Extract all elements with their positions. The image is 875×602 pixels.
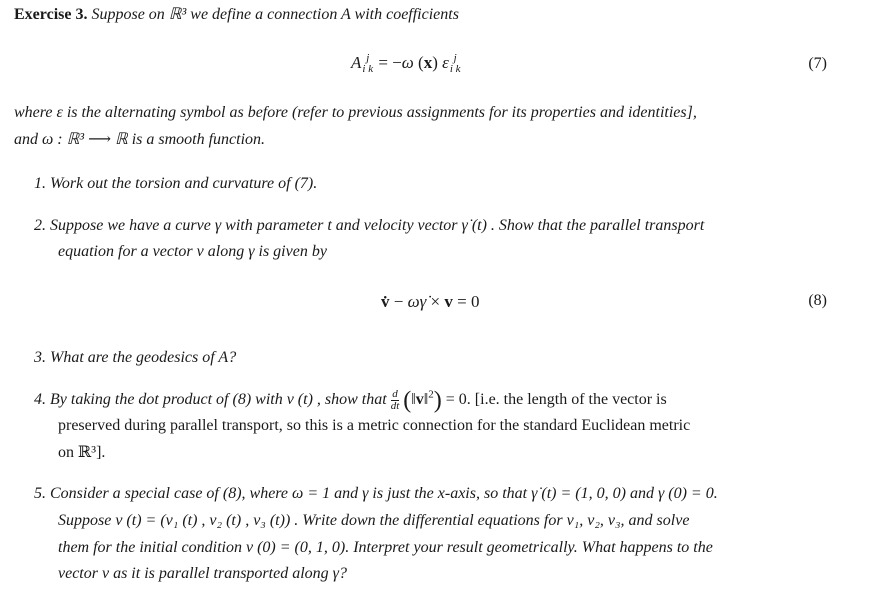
item-number: 2. — [34, 217, 46, 234]
list-item-5-line3: them for the initial condition v (0) = (0, 1, 0). Interpret your result geometrically. What happens to the — [58, 539, 713, 556]
equation-7-tag: (7) — [808, 55, 827, 72]
item-number: 3. — [34, 349, 46, 366]
equation-7: A j i k = −ω (x) ε j i k — [351, 52, 461, 76]
item-number: 4. — [34, 391, 46, 409]
list-item-3 — [34, 348, 236, 368]
equation-8: v̇ − ωγ̇ × v = 0 — [381, 292, 480, 311]
item-text-line1: By taking the dot product of (8) with v (t) , show that — [50, 391, 387, 409]
list-item-2-line2: equation for a vector v along γ is given by — [58, 243, 327, 260]
item-number: 5. — [34, 485, 46, 502]
list-item-4-line2: preserved during parallel transport, so this is a metric connection for the standard Euclidean metric — [58, 417, 691, 434]
list-item-5 — [34, 484, 718, 504]
list-item-4: 4. By taking the dot product of (8) with v (t) , show that $\frac{d}{dt}$ (‖v‖$^2$) = 0. [i.e. the length of the vector is — [34, 387, 667, 414]
item-text-line1: Consider a special case of (8), where ω = 1 and γ is just the x-axis, so that γ̇ (t) = (1, 0, 0) and γ (0) = 0. — [50, 485, 718, 502]
list-item-5-line4: vector v as it is parallel transported along γ? — [58, 565, 347, 582]
exercise-header — [14, 5, 459, 25]
list-item-4-line3: on ℝ³]. — [58, 444, 106, 461]
item-text-line1: Suppose we have a curve γ with parameter t and velocity vector γ̇ (t) . Show that the parallel transport — [50, 217, 705, 234]
item-number: 1. — [34, 175, 46, 192]
equation-8-tag: (8) — [808, 292, 827, 309]
and-omega-line: and ω : ℝ³ ⟶ ℝ is a smooth function. — [14, 131, 266, 148]
derivative-fraction: $\frac{d}{dt}$ — [390, 388, 400, 412]
item-text: Work out the torsion and curvature of (7). — [50, 175, 318, 192]
item-text-line1-tail: = 0. [i.e. the length of the vector is — [445, 391, 667, 409]
exercise-intro: Suppose on ℝ³ we define a connection A with coefficients — [91, 6, 459, 23]
list-item-2 — [34, 216, 704, 236]
list-item-1 — [34, 174, 317, 194]
exercise-label: Exercise 3. — [14, 6, 88, 23]
list-item-5-line2: Suppose v (t) = (v₁ (t) , v₂ (t) , v₃ (t)) . Write down the differential equations for v₁, v₂, v₃, and solve — [58, 512, 690, 529]
item-text: What are the geodesics of A? — [50, 349, 237, 366]
where-line: where ε is the alternating symbol as before (refer to previous assignments for its properties and identities], — [14, 104, 697, 121]
